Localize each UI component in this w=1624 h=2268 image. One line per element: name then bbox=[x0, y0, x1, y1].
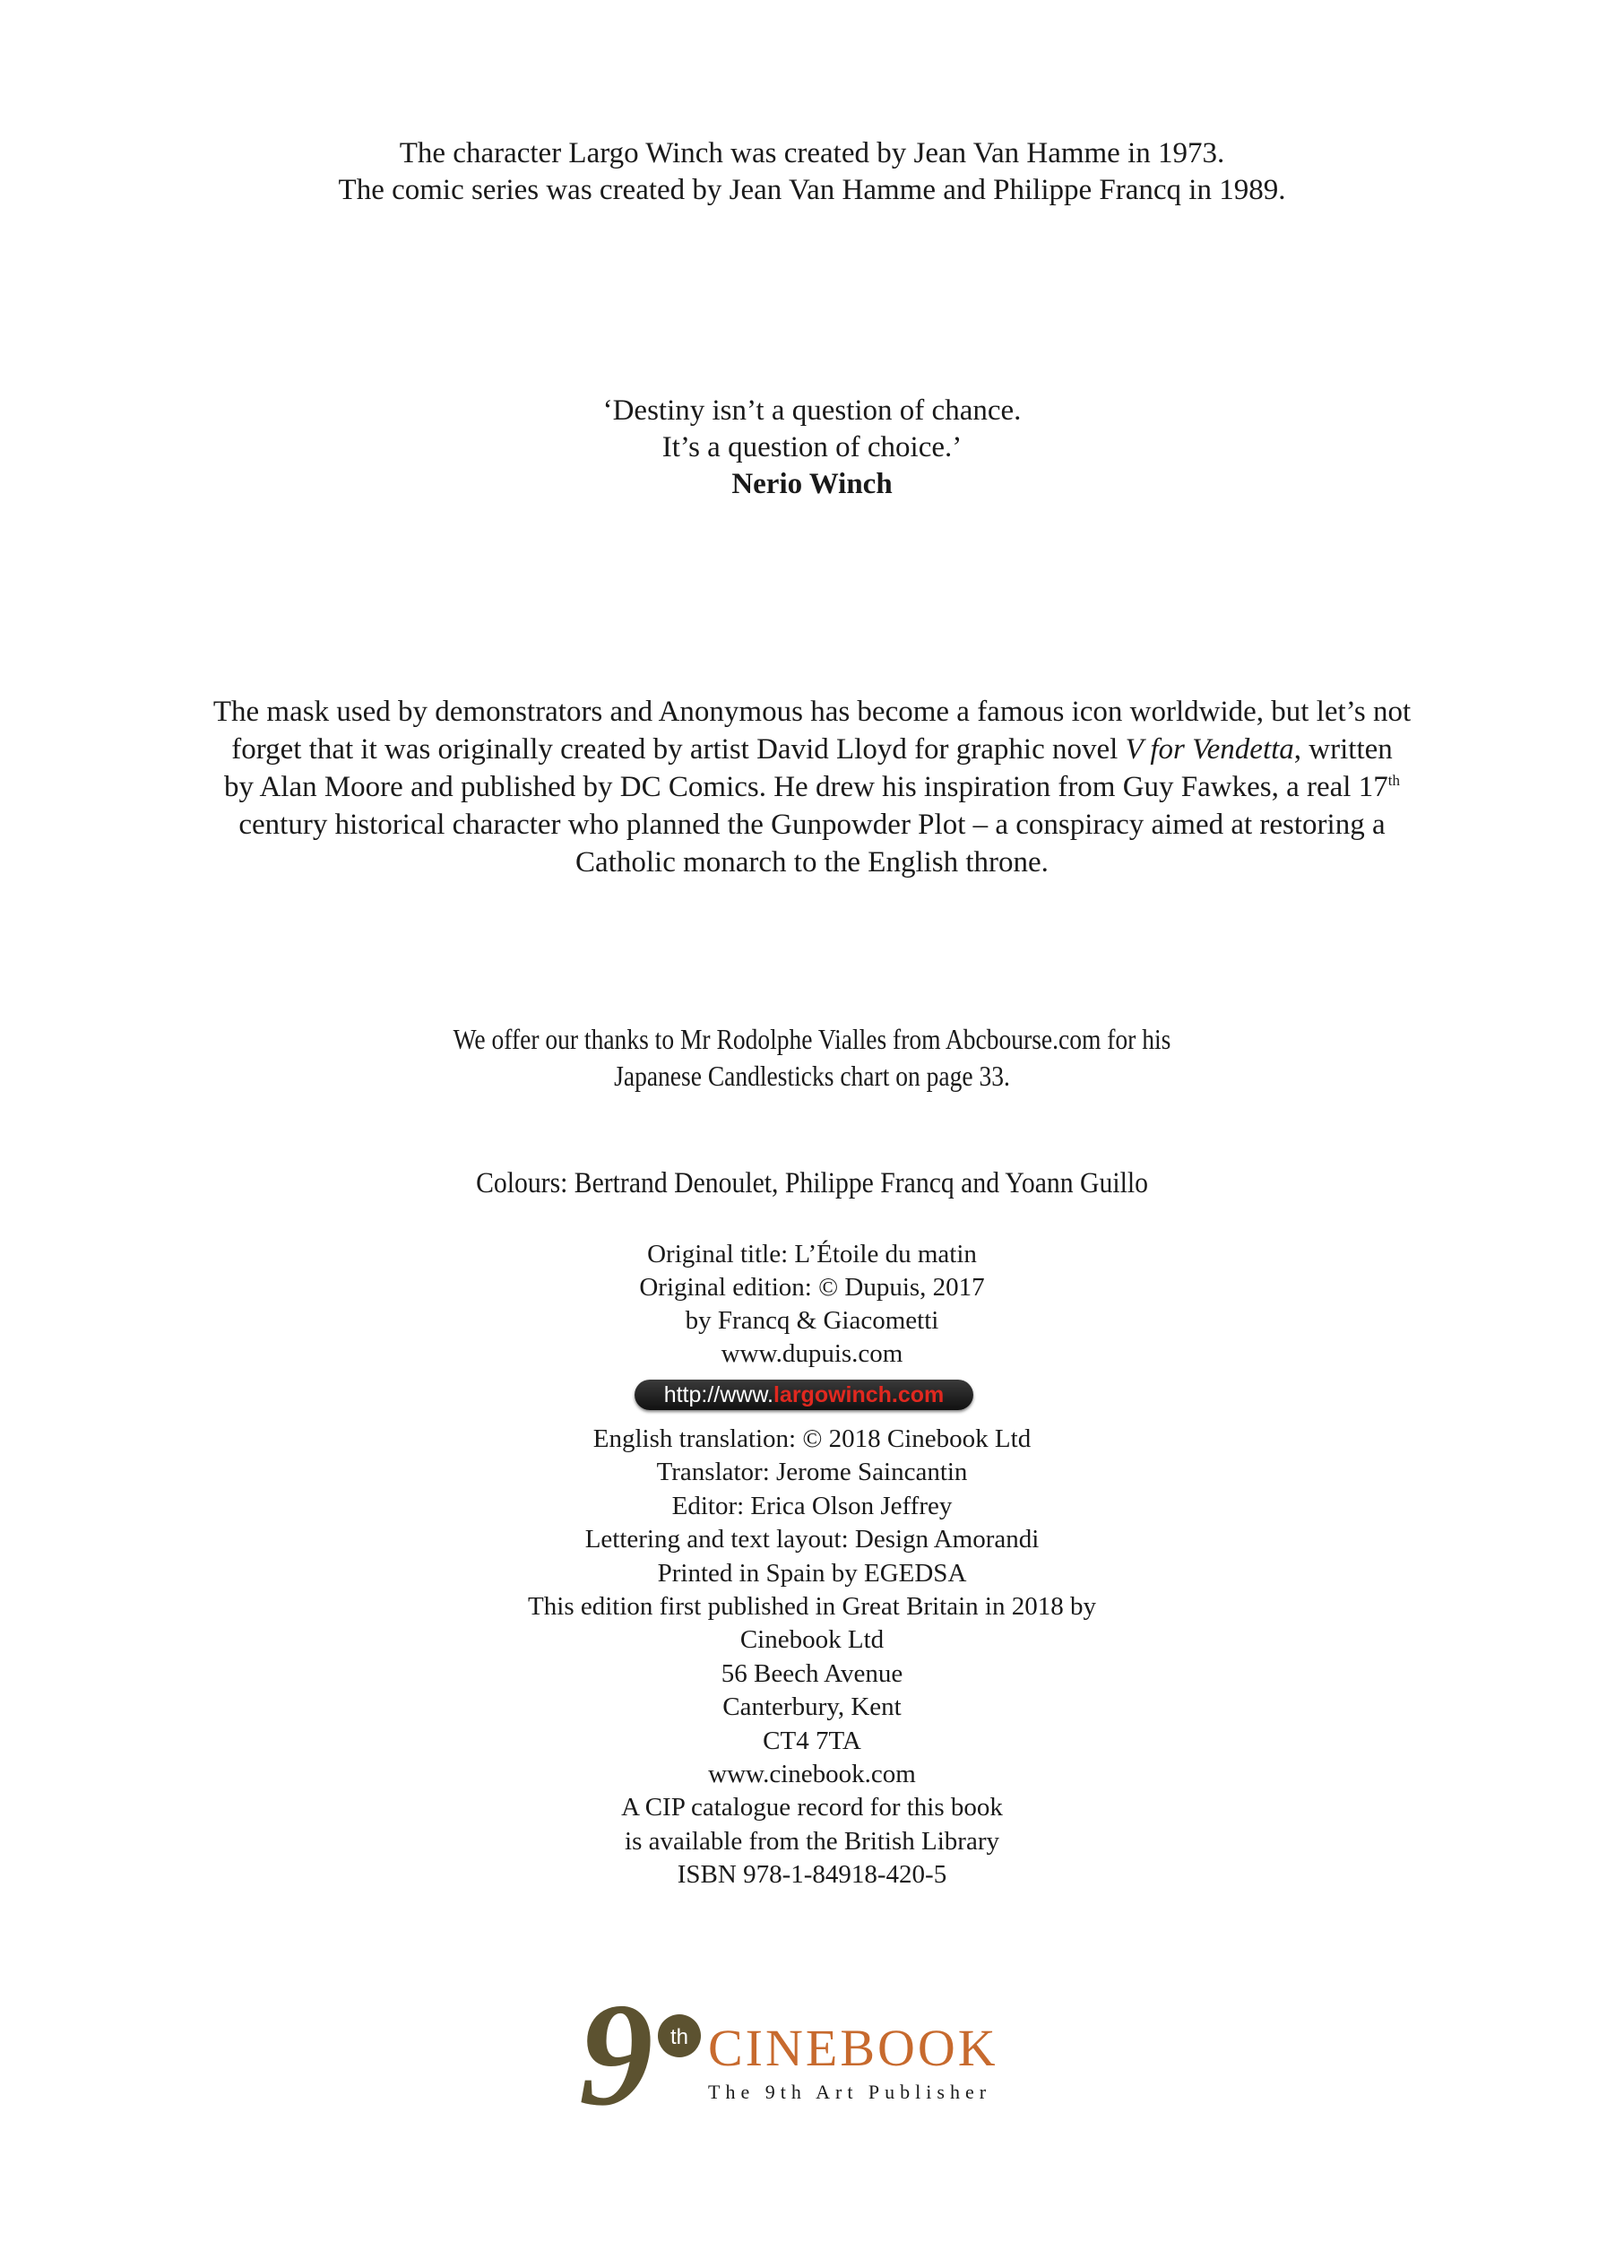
ordinal-suffix: th bbox=[1387, 772, 1400, 789]
mask-note-line: century historical character who planned the Gunpowder Plot – a conspiracy aimed at restoring a bbox=[238, 809, 1386, 841]
mask-note-line bbox=[0, 768, 1624, 806]
logo-numeral: 9 bbox=[579, 1995, 653, 2120]
logo-tagline: The 9th Art Publisher bbox=[708, 2081, 992, 2103]
original-authors: by Francq & Giacometti bbox=[685, 1306, 939, 1335]
original-edition: Original edition: © Dupuis, 2017 bbox=[639, 1273, 985, 1302]
mask-note-line: Catholic monarch to the English throne. bbox=[575, 846, 1049, 879]
url-prefix: http://www. bbox=[663, 1382, 773, 1407]
largowinch-url-badge[interactable] bbox=[635, 1380, 973, 1410]
cinebook-logo bbox=[574, 1995, 1058, 2120]
credits-line: The character Largo Winch was created by Jean Van Hamme in 1973. bbox=[399, 137, 1225, 169]
mask-note-line: The mask used by demonstrators and Anonymous has become a famous icon worldwide, but let’s not bbox=[212, 696, 1412, 728]
quote-author: Nerio Winch bbox=[731, 468, 893, 500]
logo-name: CINEBOOK bbox=[708, 2019, 998, 2077]
edition-line: CT4 7TA bbox=[763, 1726, 861, 1755]
credits-line: The comic series was created by Jean Van Hamme and Philippe Francq in 1989. bbox=[338, 174, 1286, 206]
thanks-block bbox=[114, 1021, 1510, 1095]
mask-note-text: forget that it was originally created by artist David Lloyd for graphic novel bbox=[231, 733, 1126, 766]
mask-note-line bbox=[0, 731, 1624, 768]
edition-line: Lettering and text layout: Design Amorandi bbox=[584, 1525, 1040, 1554]
mask-note-text: , written bbox=[1293, 733, 1393, 766]
edition-line: Printed in Spain by EGEDSA bbox=[657, 1558, 967, 1588]
quote-line: ‘Destiny isn’t a question of chance. bbox=[602, 394, 1022, 427]
original-website: www.dupuis.com bbox=[721, 1339, 903, 1368]
quote-line: It’s a question of choice.’ bbox=[661, 431, 963, 463]
colours-credit: Colours: Bertrand Denoulet, Philippe Francq and Yoann Guillo bbox=[476, 1167, 1148, 1199]
original-edition-block bbox=[0, 1238, 1624, 1371]
quote-block bbox=[0, 393, 1624, 503]
edition-line: English translation: © 2018 Cinebook Ltd bbox=[592, 1424, 1032, 1453]
edition-line: www.cinebook.com bbox=[708, 1760, 916, 1789]
english-edition-block bbox=[0, 1423, 1624, 1892]
edition-line: Editor: Erica Olson Jeffrey bbox=[671, 1491, 953, 1520]
url-domain: largowinch.com bbox=[773, 1382, 945, 1407]
logo-superscript: th bbox=[669, 2025, 689, 2049]
edition-line: is available from the British Library bbox=[625, 1826, 999, 1856]
edition-line: Translator: Jerome Saincantin bbox=[656, 1458, 968, 1487]
edition-line: Canterbury, Kent bbox=[722, 1692, 902, 1722]
cinebook-9th-logo-mark bbox=[574, 1995, 708, 2120]
edition-line: A CIP catalogue record for this book bbox=[621, 1793, 1003, 1822]
credits-block bbox=[0, 135, 1624, 209]
edition-line: ISBN 978-1-84918-420-5 bbox=[677, 1860, 947, 1890]
edition-line: This edition first published in Great Britain in 2018 by bbox=[528, 1592, 1096, 1622]
thanks-line: Japanese Candlesticks chart on page 33. bbox=[614, 1060, 1010, 1092]
original-title: Original title: L’Étoile du matin bbox=[647, 1240, 977, 1268]
mask-note-text: by Alan Moore and published by DC Comics. He drew his inspiration from Guy Fawkes, a real 17 bbox=[224, 771, 1388, 803]
edition-line: Cinebook Ltd bbox=[739, 1625, 885, 1655]
url-badge-wrap bbox=[635, 1380, 973, 1410]
mask-note bbox=[0, 693, 1624, 881]
edition-line: 56 Beech Avenue bbox=[721, 1658, 903, 1688]
thanks-line: We offer our thanks to Mr Rodolphe Vialles from Abcbourse.com for his bbox=[453, 1023, 1171, 1055]
novel-title: V for Vendetta bbox=[1125, 733, 1294, 766]
